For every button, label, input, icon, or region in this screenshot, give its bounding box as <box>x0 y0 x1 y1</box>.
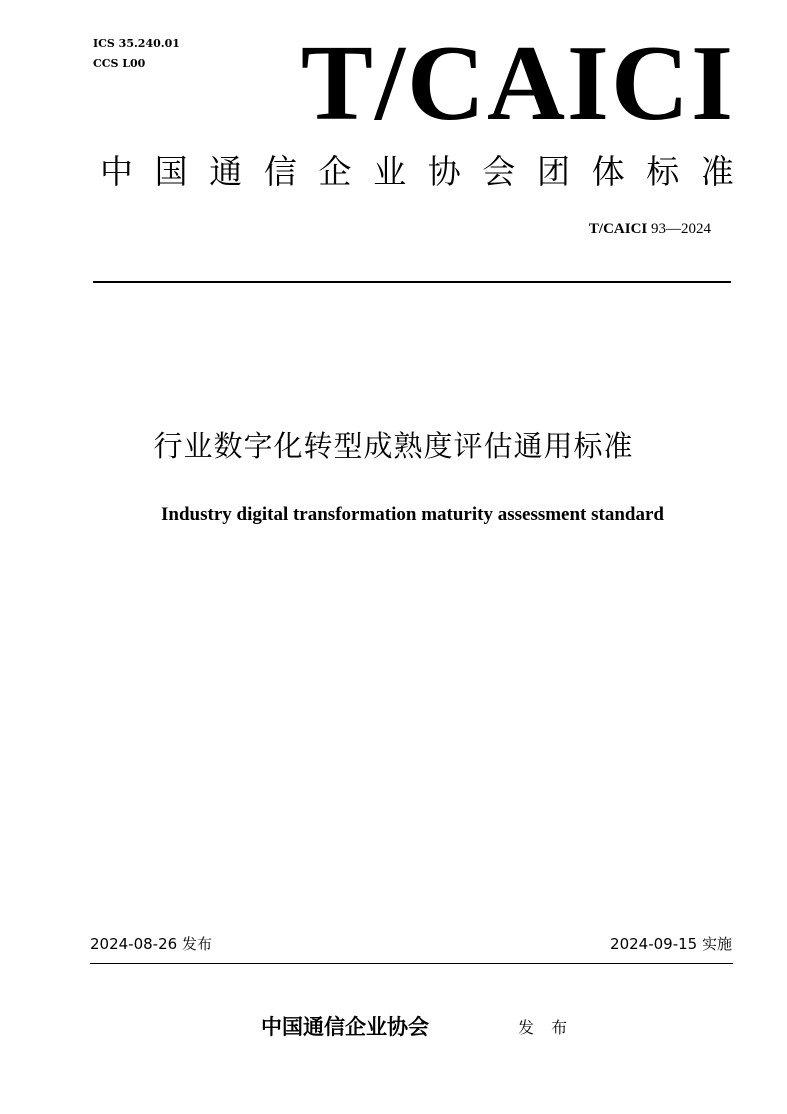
organization-title-char: 体 <box>591 152 625 191</box>
organization-title-char: 国 <box>154 152 188 191</box>
organization-title-char: 中 <box>100 152 133 191</box>
organization-title-char: 协 <box>427 152 461 191</box>
issuer-verb: 发 布 <box>518 1018 574 1037</box>
organization-title-char: 企 <box>318 152 352 191</box>
organization-title-char: 通 <box>209 152 243 191</box>
organization-title-char: 会 <box>482 152 516 191</box>
document-title-chinese: 行业数字化转型成熟度评估通用标准 <box>153 429 634 463</box>
organization-title-char: 团 <box>537 152 570 191</box>
standard-logo: T/CAICI <box>300 24 735 143</box>
footer-divider <box>90 963 733 964</box>
standard-code: T/CAICI <box>588 221 648 237</box>
standard-number <box>589 220 711 238</box>
organization-title-char: 标 <box>646 152 680 191</box>
implement-date: 2024-09-15 实施 <box>610 935 732 953</box>
publish-date: 2024-08-26 发布 <box>90 935 212 953</box>
ccs-code: CCS L00 <box>93 57 146 70</box>
organization-title-char: 业 <box>373 152 407 191</box>
document-title-english: Industry digital transformation maturity assessment standard <box>161 504 664 525</box>
organization-standard-title <box>100 152 734 192</box>
standard-number-value: 93—2024 <box>651 221 711 237</box>
organization-title-char: 信 <box>263 152 297 191</box>
header-divider <box>93 281 731 283</box>
issuer-name: 中国通信企业协会 <box>261 1014 429 1039</box>
organization-title-char: 准 <box>700 152 734 191</box>
ics-code: ICS 35.240.01 <box>93 37 180 50</box>
